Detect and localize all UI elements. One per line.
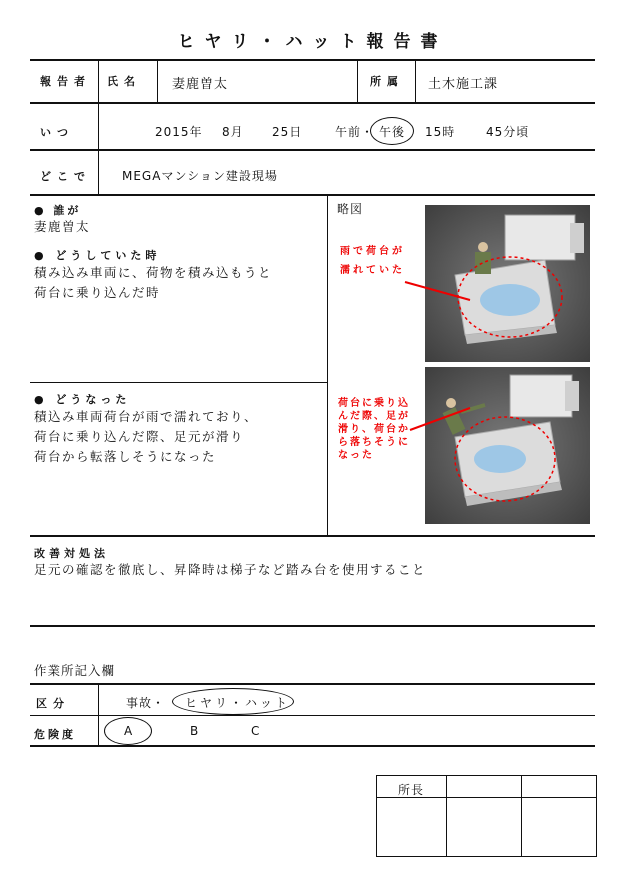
when-hour: 15時: [425, 125, 456, 139]
who-label: ● 誰が: [34, 204, 82, 217]
where-value: MEGAマンション建設現場: [122, 169, 278, 183]
approval-chief-label: 所長: [398, 783, 425, 797]
reporter-dept: 土木施工課: [428, 77, 499, 92]
sketch-note-2-line-2: んだ際、足が: [338, 411, 410, 422]
sketch-note-2-line-1: 荷台に乗り込: [338, 398, 410, 409]
sketch-note-1-line-2: 濡れていた: [340, 265, 405, 276]
sketch-note-1-line-1: 雨で荷台が: [340, 246, 405, 257]
page-title: ヒヤリ・ハット報告書: [177, 32, 448, 52]
reporter-label: 報告者: [40, 75, 91, 88]
risk-level-b: B: [190, 724, 200, 738]
office-heading: 作業所記入欄: [34, 663, 116, 678]
happened-line-1: 積込み車両荷台が雨で濡れており、: [34, 409, 259, 424]
when-pm: 午後: [379, 125, 406, 139]
when-label: いつ: [40, 126, 74, 139]
improvement-label: 改善対処法: [34, 547, 109, 560]
office-rule-mid: [30, 715, 595, 716]
approval-rule-v2: [521, 775, 522, 856]
sketch-note-2-line-5: なった: [338, 450, 374, 461]
sketch-note-2-line-3: 滑り、荷台か: [338, 424, 410, 435]
when-am: 午前・: [335, 125, 375, 139]
who-value: 妻鹿曽太: [34, 219, 91, 234]
when-minute: 45分頃: [486, 125, 530, 139]
when-year: 2015年: [155, 125, 203, 139]
happened-line-3: 荷台から転落しそうになった: [34, 449, 217, 464]
class-label: 区分: [36, 697, 70, 710]
reporter-name: 妻鹿曽太: [172, 77, 229, 92]
office-rule-bottom: [30, 745, 595, 747]
office-rule-top: [30, 683, 595, 685]
doing-line-1: 積み込み車両に、荷物を積み込もうと: [34, 265, 273, 280]
sketch-label: 略図: [337, 202, 364, 216]
office-rule-v: [98, 683, 99, 745]
class-nearmiss: ヒヤリ・ハット: [185, 696, 291, 710]
doing-line-2: 荷台に乗り込んだ時: [34, 285, 161, 300]
happened-label: ● どうなった: [34, 393, 131, 406]
risk-level-c: C: [251, 724, 261, 738]
risk-level-a: A: [124, 724, 134, 738]
happened-line-2: 荷台に乗り込んだ際、足元が滑り: [34, 429, 245, 444]
class-accident: 事故・: [126, 696, 166, 710]
approval-rule-v1: [446, 775, 447, 856]
when-month: 8月: [222, 125, 244, 139]
where-label: どこで: [40, 170, 91, 183]
when-day: 25日: [272, 125, 303, 139]
name-label: 氏名: [107, 75, 141, 88]
dept-label: 所属: [370, 75, 404, 88]
improvement-value: 足元の確認を徹底し、昇降時は梯子など踏み台を使用すること: [34, 562, 427, 577]
sketch-note-2-line-4: ら落ちそうに: [338, 437, 410, 448]
risk-label: 危険度: [34, 728, 76, 741]
doing-label: ● どうしていた時: [34, 249, 161, 262]
